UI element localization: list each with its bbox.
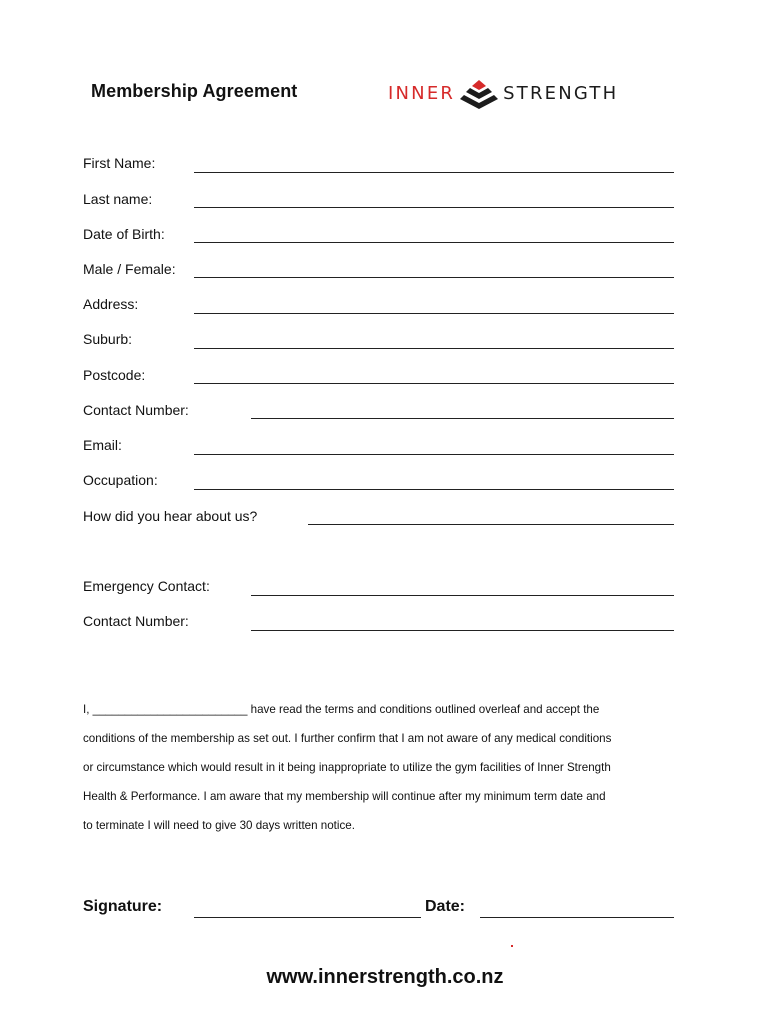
- logo-word-inner: INNER: [388, 83, 456, 104]
- logo-word-strength: STRENGTH: [503, 83, 619, 104]
- inner-strength-logo: [388, 76, 618, 112]
- address-label: Address:: [83, 296, 139, 312]
- page-title: Membership Agreement: [91, 81, 298, 101]
- gender-label: Male / Female:: [83, 261, 176, 277]
- emergency-contact-number-label: Contact Number:: [83, 613, 189, 629]
- date-line[interactable]: [480, 917, 674, 918]
- red-dot-mark: [511, 945, 513, 947]
- gender-line[interactable]: [194, 277, 674, 278]
- suburb-label: Suburb:: [83, 331, 133, 347]
- date-of-birth-line[interactable]: [194, 242, 674, 243]
- date-label: Date:: [425, 898, 466, 915]
- postcode-label: Postcode:: [83, 367, 146, 383]
- website-footer: www.innerstrength.co.nz: [266, 966, 504, 988]
- stacked-pyramid-icon: [459, 78, 499, 110]
- signature-label: Signature:: [83, 898, 163, 915]
- agreement-line: to terminate I will need to give 30 days written notice.: [83, 819, 355, 832]
- date-of-birth-label: Date of Birth:: [83, 226, 165, 242]
- occupation-line[interactable]: [194, 489, 674, 490]
- first-name-label: First Name:: [83, 155, 156, 171]
- occupation-label: Occupation:: [83, 472, 158, 488]
- first-name-line[interactable]: [194, 172, 674, 173]
- last-name-label: Last name:: [83, 191, 153, 207]
- contact-number-line[interactable]: [251, 418, 674, 419]
- signature-line[interactable]: [194, 917, 421, 918]
- last-name-line[interactable]: [194, 207, 674, 208]
- agreement-line: or circumstance which would result in it being inappropriate to utilize the gym facilities of Inner Strength: [83, 761, 611, 774]
- email-line[interactable]: [194, 454, 674, 455]
- postcode-line[interactable]: [194, 383, 674, 384]
- email-label: Email:: [83, 437, 122, 453]
- referral-source-label: How did you hear about us?: [83, 508, 258, 524]
- contact-number-label: Contact Number:: [83, 402, 189, 418]
- address-line[interactable]: [194, 313, 674, 314]
- agreement-line: I, ________________________ have read the terms and conditions outlined overleaf and accept the: [83, 703, 600, 716]
- agreement-line: conditions of the membership as set out. I further confirm that I am not aware of any medical conditions: [83, 732, 612, 745]
- agreement-paragraph: [83, 695, 683, 840]
- emergency-contact-label: Emergency Contact:: [83, 578, 210, 594]
- emergency-contact-line[interactable]: [251, 595, 674, 596]
- agreement-line: Health & Performance. I am aware that my membership will continue after my minimum term date and: [83, 790, 606, 803]
- referral-source-line[interactable]: [308, 524, 674, 525]
- suburb-line[interactable]: [194, 348, 674, 349]
- emergency-contact-number-line[interactable]: [251, 630, 674, 631]
